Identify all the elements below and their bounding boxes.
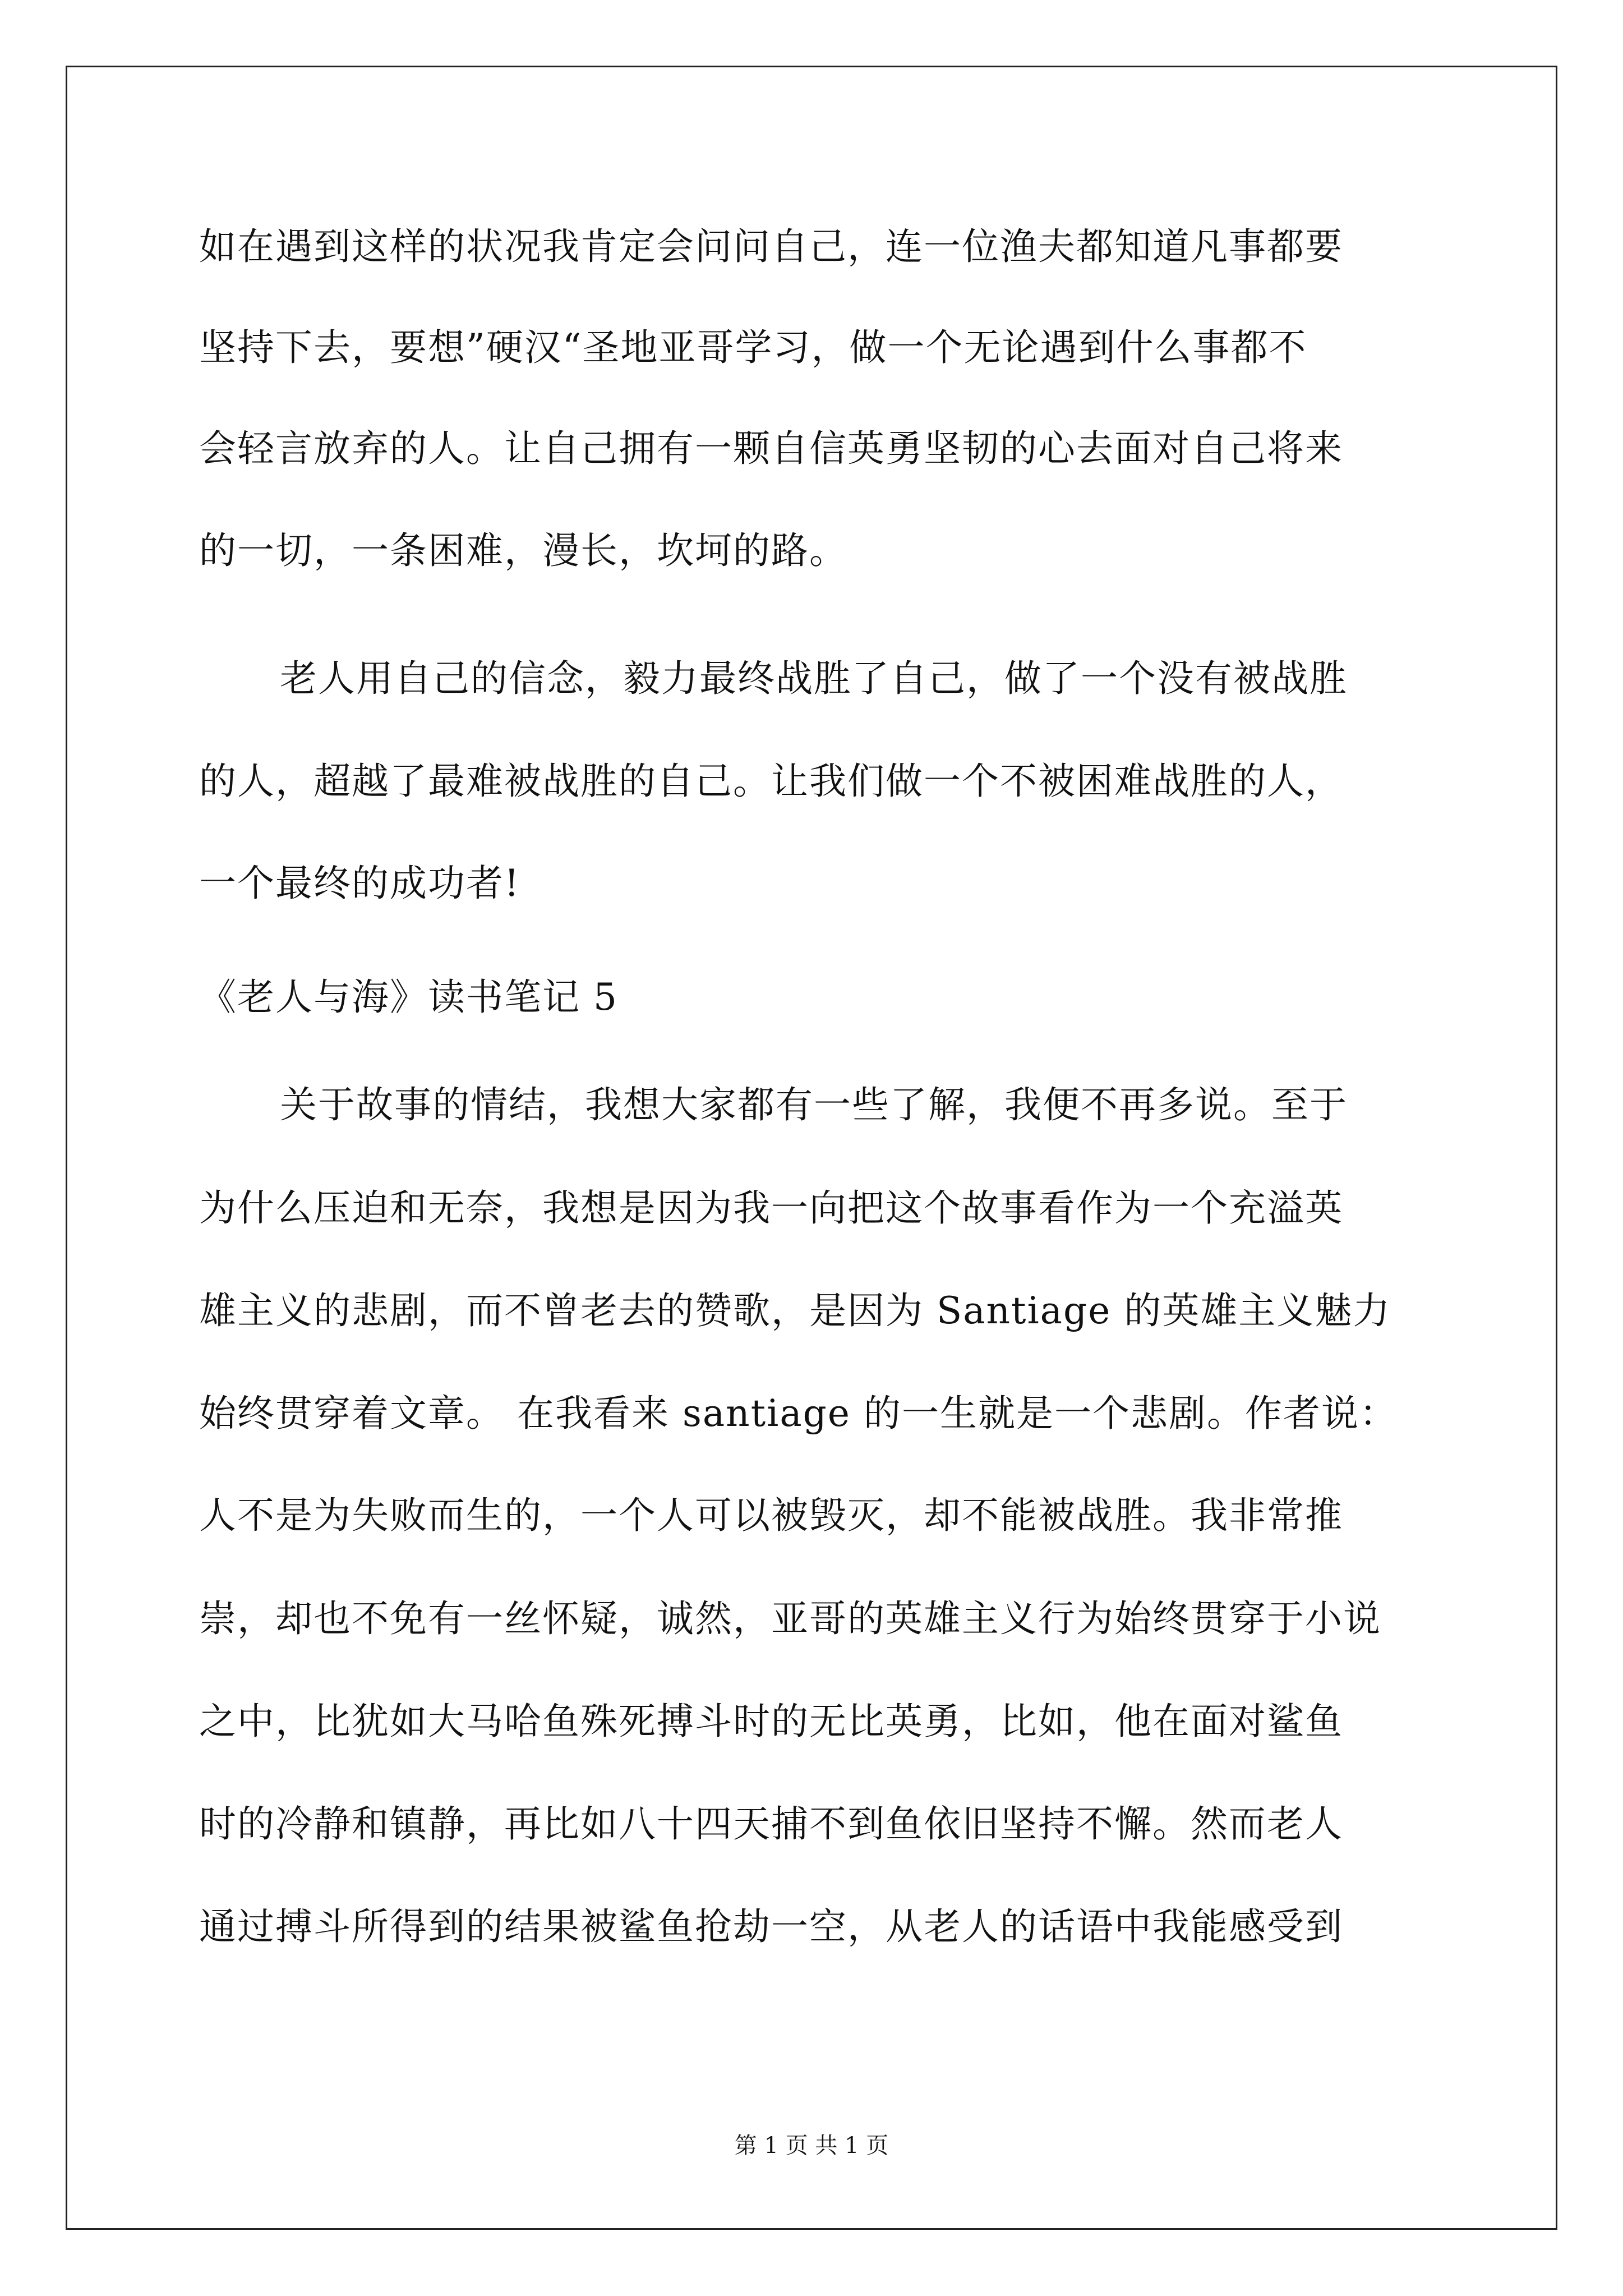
paragraph-line: 的人，超越了最难被战胜的自己。让我们做一个不被困难战胜的人， <box>199 760 1343 803</box>
paragraph-line: 如在遇到这样的状况我肯定会问问自己，连一位渔夫都知道凡事都要 <box>199 225 1343 268</box>
paragraph-line: 人不是为失败而生的，一个人可以被毁灭，却不能被战胜。我非常推 <box>199 1494 1343 1537</box>
paragraph-line: 雄主义的悲剧，而不曾老去的赞歌，是因为 Santiage 的英雄主义魅力 <box>199 1289 1391 1332</box>
paragraph-line: 时的冷静和镇静，再比如八十四天捕不到鱼依旧坚持不懈。然而老人 <box>199 1802 1343 1846</box>
paragraph-line: 坚持下去，要想”硬汉“圣地亚哥学习，做一个无论遇到什么事都不 <box>199 326 1307 369</box>
paragraph-line: 关于故事的情结，我想大家都有一些了解，我便不再多说。至于 <box>280 1083 1348 1126</box>
paragraph-line: 一个最终的成功者! <box>199 862 520 905</box>
paragraph-line: 的一切，一条困难，漫长，坎坷的路。 <box>199 529 847 572</box>
paragraph-line: 始终贯穿着文章。 在我看来 santiage 的一生就是一个悲剧。作者说： <box>199 1392 1398 1435</box>
paragraph-line: 为什么压迫和无奈，我想是因为我一向把这个故事看作为一个充溢英 <box>199 1186 1343 1230</box>
page-number-footer: 第 1 页 共 1 页 <box>734 2133 889 2159</box>
paragraph-line: 老人用自己的信念，毅力最终战胜了自己，做了一个没有被战胜 <box>280 657 1348 700</box>
paragraph-line: 通过搏斗所得到的结果被鲨鱼抢劫一空，从老人的话语中我能感受到 <box>199 1905 1343 1948</box>
paragraph-line: 之中，比犹如大马哈鱼殊死搏斗时的无比英勇，比如，他在面对鲨鱼 <box>199 1700 1343 1743</box>
paragraph-line: 会轻言放弃的人。让自己拥有一颗自信英勇坚韧的心去面对自己将来 <box>199 427 1343 470</box>
section-heading: 《老人与海》读书笔记 5 <box>199 976 618 1019</box>
paragraph-line: 崇，却也不免有一丝怀疑，诚然，亚哥的英雄主义行为始终贯穿于小说 <box>199 1597 1381 1640</box>
